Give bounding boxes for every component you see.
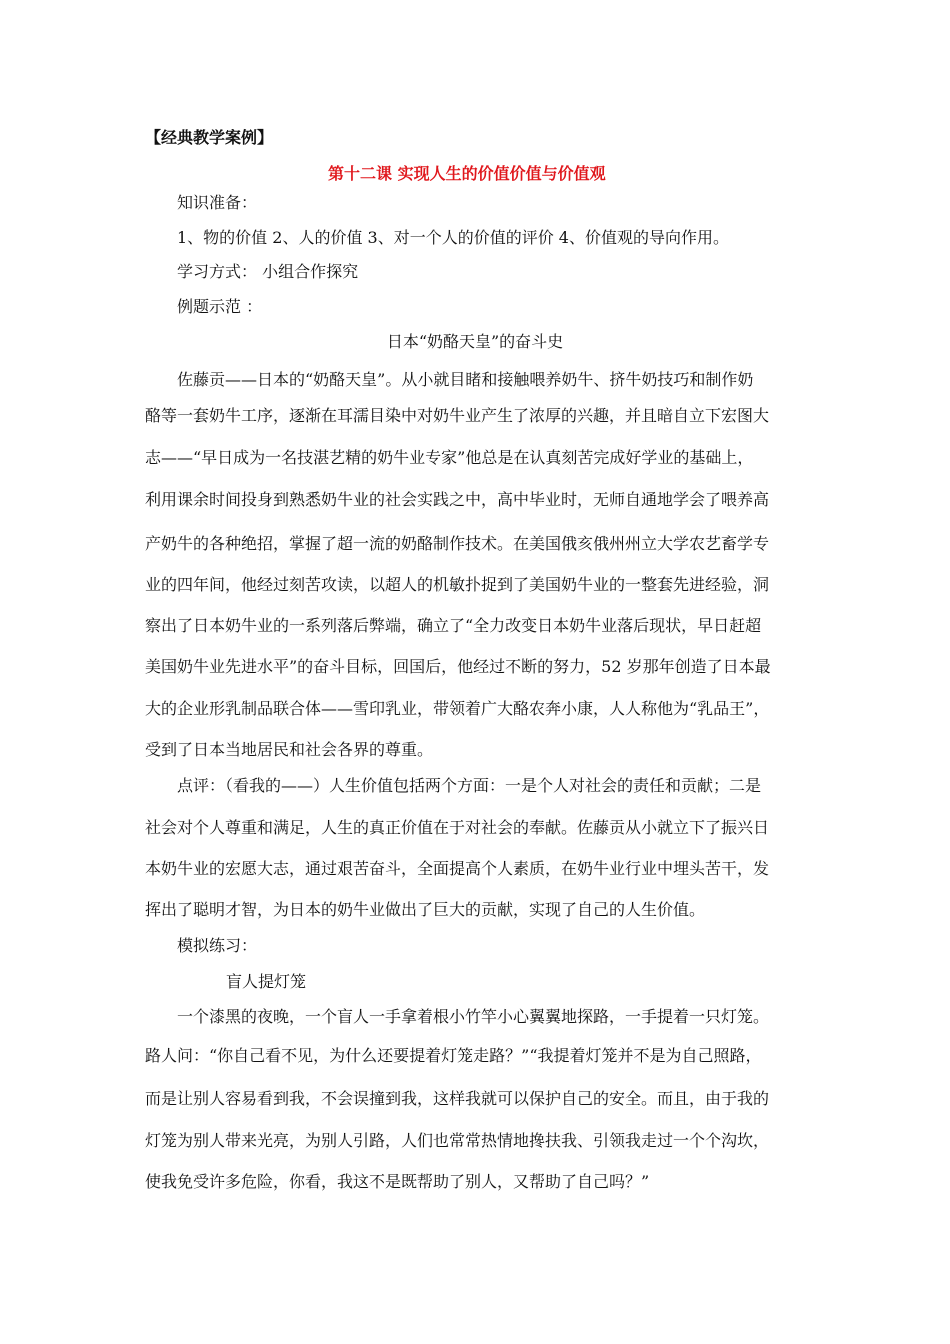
knowledge-items: 1、物的价值 2、人的价值 3、对一个人的价值的评价 4、价值观的导向作用。	[177, 228, 729, 247]
study-method: 学习方式： 小组合作探究	[177, 262, 359, 281]
story1-line: 产奶牛的各种绝招，掌握了超一流的奶酪制作技术。在美国俄亥俄州州立大学农艺畜学专	[145, 534, 770, 553]
section-header: 【经典教学案例】	[145, 128, 274, 147]
story2-line: 而是让别人容易看到我，不会误撞到我，这样我就可以保护自己的安全。而且，由于我的	[145, 1089, 770, 1108]
story2-line: 灯笼为别人带来光亮，为别人引路，人们也常常热情地搀扶我、引领我走过一个个沟坎，	[145, 1131, 770, 1150]
comment-line: 点评：（看我的——）人生价值包括两个方面：一是个人对社会的责任和贡献；二是	[177, 776, 762, 795]
story1-line: 佐藤贡——日本的“奶酪天皇”。从小就目睹和接触喂养奶牛、挤牛奶技巧和制作奶	[177, 370, 754, 389]
story1-line: 利用课余时间投身到熟悉奶牛业的社会实践之中，高中毕业时，无师自通地学会了喂养高	[145, 490, 770, 509]
story1-line: 察出了日本奶牛业的一系列落后弊端，确立了“全力改变日本奶牛业落后现状，早日赶超	[145, 616, 762, 635]
practice-label: 模拟练习：	[177, 936, 258, 955]
example-label: 例题示范 ：	[177, 297, 263, 316]
story1-line: 志——“早日成为一名技湛艺精的奶牛业专家”他总是在认真刻苦完成好学业的基础上，	[145, 448, 754, 467]
story1-line: 业的四年间，他经过刻苦攻读，以超人的机敏扑捉到了美国奶牛业的一整套先进经验，洞	[145, 575, 770, 594]
story2-line: 使我免受许多危险，你看，我这不是既帮助了别人，又帮助了自己吗？”	[145, 1172, 650, 1191]
story1-line: 美国奶牛业先进水平”的奋斗目标，回国后，他经过不断的努力，52 岁那年创造了日本最	[145, 657, 771, 676]
lesson-title: 第十二课 实现人生的价值价值与价值观	[328, 164, 606, 183]
story1-line: 受到了日本当地居民和社会各界的尊重。	[145, 740, 434, 759]
story2-line: 一个漆黑的夜晚，一个盲人一手拿着根小竹竿小心翼翼地探路，一手提着一只灯笼。	[177, 1007, 770, 1026]
comment-line: 社会对个人尊重和满足，人生的真正价值在于对社会的奉献。佐藤贡从小就立下了振兴日	[145, 818, 770, 837]
story1-line: 大的企业形乳制品联合体——雪印乳业，带领着广大酪农奔小康，人人称他为“乳品王”，	[145, 699, 770, 718]
story2-title: 盲人提灯笼	[226, 972, 307, 991]
story2-line: 路人问：“你自己看不见，为什么还要提着灯笼走路？”“我提着灯笼并不是为自己照路，	[145, 1046, 762, 1065]
story1-title: 日本“奶酪天皇”的奋斗史	[386, 332, 564, 351]
story1-line: 酪等一套奶牛工序，逐渐在耳濡目染中对奶牛业产生了浓厚的兴趣，并且暗自立下宏图大	[145, 406, 770, 425]
comment-line: 挥出了聪明才智，为日本的奶牛业做出了巨大的贡献，实现了自己的人生价值。	[145, 900, 706, 919]
comment-line: 本奶牛业的宏愿大志，通过艰苦奋斗，全面提高个人素质，在奶牛业行业中埋头苦干，发	[145, 859, 770, 878]
knowledge-label: 知识准备：	[177, 193, 258, 212]
